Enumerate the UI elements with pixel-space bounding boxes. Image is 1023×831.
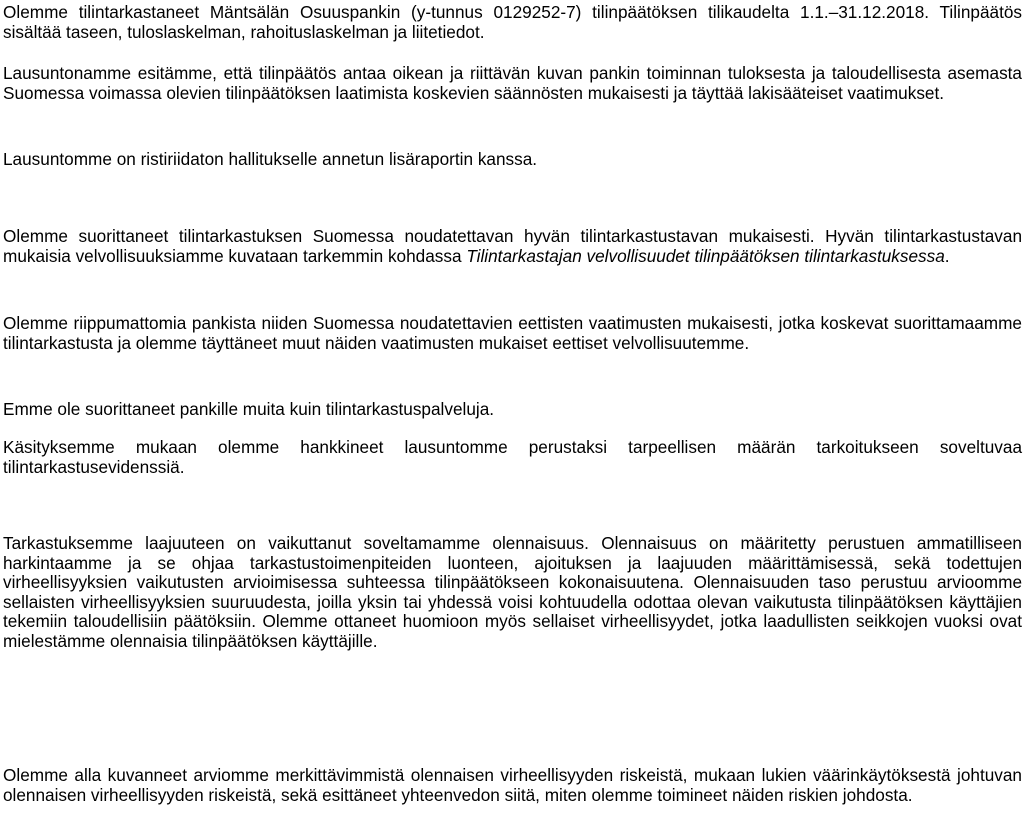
paragraph-independence: Olemme riippumattomia pankista niiden Suomessa noudatettavien eettisten vaatimusten mukaisesti, jotka koskevat suorittamaamme tilintarkastusta ja olemme täyttäneet muut näiden vaatimusten mukaiset eettiset velvollisuutemme. [3, 313, 1022, 353]
paragraph-non-audit-services: Emme ole suorittaneet pankille muita kuin tilintarkastuspalveluja. [3, 399, 495, 419]
basis-end: . [944, 245, 950, 266]
paragraph-opinion: Lausuntonamme esitämme, että tilinpäätös antaa oikean ja riittävän kuvan pankin toiminnan tuloksesta ja taloudellisesta asemasta Suomessa voimassa olevien tilinpäätöksen laatimista koskevien säännösten mukaisesti ja täyttää lakisääteiset vaatimukset. [3, 63, 1022, 103]
paragraph-materiality: Tarkastuksemme laajuuteen on vaikuttanut soveltamamme olennaisuus. Olennaisuus on määritetty perustuen ammatilliseen harkintaamme ja se ohjaa tarkastustoimenpiteiden luonteen, ajoituksen ja laajuuden määrittämisessä, sekä todettujen virheellisyyksien vaikutusten arvioimisessa suhteessa tilinpäätökseen kokonaisuutena. Olennaisuuden taso perustuu arvioomme sellaisten virheellisyyksien suuruudesta, joilla yksin tai yhdessä voisi kohtuudella odottaa olevan vaikutusta tilinpäätöksen käyttäjien tekemiin taloudellisiin päätöksiin. Olemme ottaneet huomioon myös sellaiset virheellisyydet, jotka laadullisten seikkojen vuoksi ovat mielestämme olennaisia tilinpäätöksen käyttäjille. [3, 533, 1022, 651]
basis-text: Olemme suorittaneet tilintarkastuksen Suomessa noudatettavan hyvän tilintarkastustavan mukaisesti. Hyvän tilintarkastustavan mukaisia velvollisuuksiamme kuvataan tarkemmin kohdassa [3, 226, 1022, 266]
paragraph-audit-evidence: Käsityksemme mukaan olemme hankkineet lausuntomme perustaksi tarpeellisen määrän tarkoitukseen soveltuvaa tilintarkastusevidenssiä. [3, 437, 1022, 477]
paragraph-audit-scope: Olemme tilintarkastaneet Mäntsälän Osuuspankin (y-tunnus 0129252-7) tilinpäätöksen tilikaudelta 1.1.–31.12.2018. Tilinpäätös sisältää taseen, tuloslaskelman, rahoituslaskelman ja liitetiedot. [3, 2, 1022, 42]
paragraph-consistency: Lausuntomme on ristiriidaton hallitukselle annetun lisäraportin kanssa. [3, 149, 538, 169]
paragraph-basis-for-opinion [3, 227, 1022, 266]
basis-italic-reference: Tilintarkastajan velvollisuudet tilinpäätöksen tilintarkastuksessa [466, 245, 945, 266]
paragraph-key-audit-matters: Olemme alla kuvanneet arviomme merkittävimmistä olennaisen virheellisyyden riskeistä, mukaan lukien väärinkäytöksestä johtuvan olennaisen virheellisyyden riskeistä, sekä esittäneet yhteenvedon siitä, miten olemme toimineet näiden riskien johdosta. [3, 765, 1022, 805]
